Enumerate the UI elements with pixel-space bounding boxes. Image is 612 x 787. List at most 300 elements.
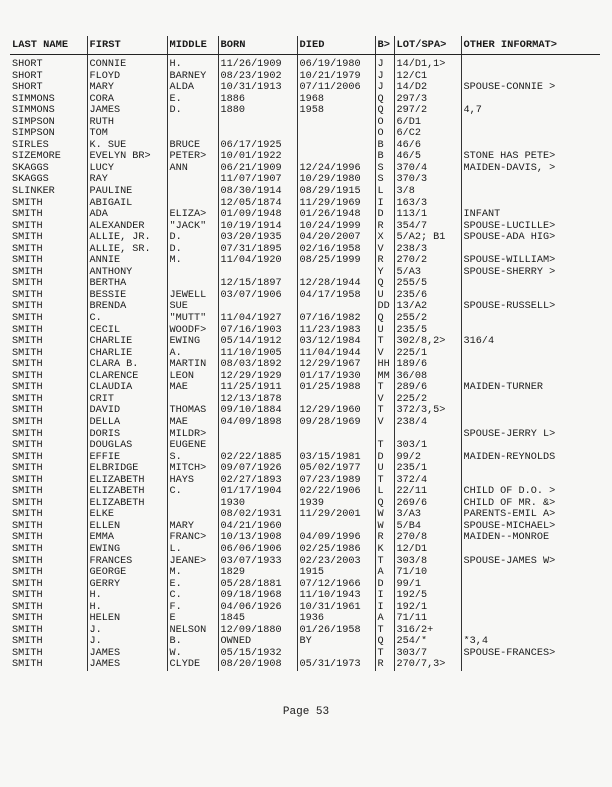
lot-space-cell: 12/C1	[394, 71, 461, 83]
middle-name-cell: MAE	[167, 382, 218, 394]
b-cell: L	[375, 186, 394, 198]
middle-name-cell: "MUTT"	[167, 313, 218, 325]
other-info-cell	[461, 567, 600, 579]
lot-space-cell: 46/5	[394, 151, 461, 163]
last-name-cell: SMITH	[12, 590, 43, 602]
died-cell: 11/10/1943	[297, 590, 375, 602]
born-cell: 06/17/1925	[218, 140, 297, 152]
died-cell: 12/29/1960	[297, 405, 375, 417]
lot-space-cell: 99/1	[394, 579, 461, 591]
b-cell: Q	[375, 636, 394, 648]
page-number: Page 53	[282, 706, 330, 718]
born-cell	[218, 117, 297, 129]
last-name-cell: SMITH	[12, 336, 43, 348]
born-cell: 02/22/1885	[218, 452, 297, 464]
died-cell: 1968	[297, 94, 375, 106]
table-row	[10, 140, 600, 152]
b-cell: Q	[375, 313, 394, 325]
last-name-cell: SIMPSON	[12, 128, 55, 140]
other-info-cell	[461, 94, 600, 106]
born-cell: 09/07/1926	[218, 463, 297, 475]
born-cell	[218, 128, 297, 140]
b-cell: O	[375, 128, 394, 140]
middle-name-cell: HAYS	[167, 475, 218, 487]
lot-space-cell: 12/D1	[394, 544, 461, 556]
last-name-cell: SMITH	[12, 243, 43, 255]
lot-space-cell: 270/7,3>	[394, 659, 461, 671]
table-row	[10, 452, 600, 464]
last-name-cell: SMITH	[12, 578, 43, 590]
first-name-cell: EMMA	[87, 532, 167, 544]
middle-name-cell: H.	[167, 55, 218, 71]
table-row	[10, 82, 600, 94]
burial-records-table	[10, 36, 600, 671]
other-info-cell: *3,4	[461, 636, 600, 648]
born-cell: 1845	[218, 613, 297, 625]
b-cell: T	[375, 382, 394, 394]
middle-name-cell: W.	[167, 648, 218, 660]
table-row	[10, 429, 600, 441]
middle-name-cell	[167, 198, 218, 210]
died-cell: 12/28/1944	[297, 278, 375, 290]
lot-space-cell: 303/7	[394, 648, 461, 660]
died-cell: 12/24/1996	[297, 163, 375, 175]
table-row	[10, 278, 600, 290]
table-row	[10, 198, 600, 210]
table-row	[10, 71, 600, 83]
b-cell: U	[375, 290, 394, 302]
other-info-cell	[461, 174, 600, 186]
last-name-cell: SKAGGS	[12, 174, 49, 186]
died-cell	[297, 429, 375, 441]
died-cell: BY	[297, 636, 375, 648]
last-name-cell: SMITH	[12, 393, 43, 405]
middle-name-cell: MARY	[167, 521, 218, 533]
died-cell: 05/31/1973	[297, 659, 375, 671]
b-cell: T	[375, 336, 394, 348]
died-cell	[297, 151, 375, 163]
middle-name-cell: F.	[167, 602, 218, 614]
died-cell: 12/29/1967	[297, 359, 375, 371]
table-row	[10, 117, 600, 129]
other-info-cell	[461, 325, 600, 337]
born-cell: 05/28/1881	[218, 579, 297, 591]
died-cell: 07/23/1989	[297, 475, 375, 487]
header-b: B>	[375, 36, 394, 55]
other-info-cell	[461, 198, 600, 210]
born-cell: 03/07/1933	[218, 556, 297, 568]
table-row	[10, 567, 600, 579]
table-row	[10, 221, 600, 233]
lot-space-cell: 235/5	[394, 325, 461, 337]
lot-space-cell: 316/2+	[394, 625, 461, 637]
born-cell: 11/04/1920	[218, 255, 297, 267]
last-name-cell: SMITH	[12, 532, 43, 544]
first-name-cell: CHARLIE	[87, 336, 167, 348]
other-info-cell: SPOUSE-RUSSELL>	[461, 301, 600, 313]
lot-space-cell: 255/2	[394, 313, 461, 325]
other-info-cell: CHILD OF D.O. >	[461, 486, 600, 498]
table-row	[10, 174, 600, 186]
first-name-cell: ALLIE, JR.	[87, 232, 167, 244]
born-cell	[218, 301, 297, 313]
table-row	[10, 498, 600, 510]
b-cell: Q	[375, 498, 394, 510]
born-cell: 10/13/1908	[218, 532, 297, 544]
table-row	[10, 579, 600, 591]
middle-name-cell: M.	[167, 255, 218, 267]
lot-space-cell	[394, 429, 461, 441]
b-cell: V	[375, 394, 394, 406]
middle-name-cell	[167, 117, 218, 129]
lot-space-cell: 303/8	[394, 556, 461, 568]
first-name-cell: FLOYD	[87, 71, 167, 83]
table-row	[10, 325, 600, 337]
first-name-cell: H.	[87, 590, 167, 602]
born-cell: 05/15/1932	[218, 648, 297, 660]
last-name-cell: SMITH	[12, 405, 43, 417]
table-row	[10, 313, 600, 325]
born-cell: 12/09/1880	[218, 625, 297, 637]
born-cell: 08/03/1892	[218, 359, 297, 371]
died-cell: 11/04/1944	[297, 348, 375, 360]
b-cell: MM	[375, 371, 394, 383]
last-name-cell: SMITH	[12, 324, 43, 336]
table-row	[10, 613, 600, 625]
header-died: DIED	[297, 36, 375, 55]
died-cell: 10/24/1999	[297, 221, 375, 233]
born-cell: 11/25/1911	[218, 382, 297, 394]
died-cell: 04/17/1958	[297, 290, 375, 302]
born-cell: 10/19/1914	[218, 221, 297, 233]
born-cell: 11/04/1927	[218, 313, 297, 325]
middle-name-cell: D.	[167, 232, 218, 244]
table-row	[10, 463, 600, 475]
born-cell: 04/09/1898	[218, 417, 297, 429]
lot-space-cell: 6/C2	[394, 128, 461, 140]
lot-space-cell: 370/4	[394, 163, 461, 175]
born-cell: 09/18/1968	[218, 590, 297, 602]
header-first: FIRST	[87, 36, 167, 55]
middle-name-cell: JEWELL	[167, 290, 218, 302]
middle-name-cell: ANN	[167, 163, 218, 175]
lot-space-cell: 22/11	[394, 486, 461, 498]
other-info-cell	[461, 128, 600, 140]
last-name-cell: SMITH	[12, 659, 43, 671]
b-cell: O	[375, 117, 394, 129]
last-name-cell: SMITH	[12, 416, 43, 428]
header-last-name: LAST NAME	[10, 36, 87, 55]
middle-name-cell: BARNEY	[167, 71, 218, 83]
lot-space-cell: 289/6	[394, 382, 461, 394]
table-row	[10, 648, 600, 660]
last-name-cell: SMITH	[12, 463, 43, 475]
born-cell: 11/10/1905	[218, 348, 297, 360]
first-name-cell: ELIZABETH	[87, 498, 167, 510]
first-name-cell: GEORGE	[87, 567, 167, 579]
b-cell: D	[375, 452, 394, 464]
first-name-cell: DOUGLAS	[87, 440, 167, 452]
died-cell	[297, 117, 375, 129]
died-cell: 11/23/1983	[297, 325, 375, 337]
middle-name-cell: NELSON	[167, 625, 218, 637]
first-name-cell: DAVID	[87, 405, 167, 417]
born-cell: 12/05/1874	[218, 198, 297, 210]
last-name-cell: SMITH	[12, 497, 43, 509]
table-row	[10, 348, 600, 360]
table-row	[10, 94, 600, 106]
died-cell: 01/26/1958	[297, 625, 375, 637]
b-cell: V	[375, 417, 394, 429]
middle-name-cell: MAE	[167, 417, 218, 429]
lot-space-cell: 71/10	[394, 567, 461, 579]
died-cell: 08/25/1999	[297, 255, 375, 267]
b-cell: HH	[375, 359, 394, 371]
died-cell: 07/11/2006	[297, 82, 375, 94]
died-cell: 02/23/2003	[297, 556, 375, 568]
first-name-cell: CLARENCE	[87, 371, 167, 383]
died-cell: 01/25/1988	[297, 382, 375, 394]
born-cell	[218, 429, 297, 441]
died-cell	[297, 521, 375, 533]
born-cell: 01/17/1904	[218, 486, 297, 498]
other-info-cell: SPOUSE-WILLIAM>	[461, 255, 600, 267]
middle-name-cell: A.	[167, 348, 218, 360]
lot-space-cell: 372/4	[394, 475, 461, 487]
b-cell: X	[375, 232, 394, 244]
b-cell: Y	[375, 267, 394, 279]
middle-name-cell: ALDA	[167, 82, 218, 94]
middle-name-cell: FRANC>	[167, 532, 218, 544]
born-cell: 1829	[218, 567, 297, 579]
b-cell: B	[375, 151, 394, 163]
middle-name-cell: CLYDE	[167, 659, 218, 671]
b-cell: T	[375, 440, 394, 452]
died-cell	[297, 440, 375, 452]
table-row	[10, 151, 600, 163]
first-name-cell: ELBRIDGE	[87, 463, 167, 475]
last-name-cell: SHORT	[12, 59, 43, 70]
born-cell	[218, 267, 297, 279]
other-info-cell: PARENTS-EMIL A>	[461, 509, 600, 521]
last-name-cell: SMITH	[12, 613, 43, 625]
lot-space-cell: 269/6	[394, 498, 461, 510]
lot-space-cell: 225/1	[394, 348, 461, 360]
b-cell: J	[375, 71, 394, 83]
b-cell: J	[375, 82, 394, 94]
died-cell: 11/29/2001	[297, 509, 375, 521]
table-row	[10, 532, 600, 544]
b-cell: R	[375, 659, 394, 671]
table-row	[10, 556, 600, 568]
middle-name-cell: WOODF>	[167, 325, 218, 337]
lot-space-cell: 36/08	[394, 371, 461, 383]
b-cell: W	[375, 509, 394, 521]
lot-space-cell: 235/1	[394, 463, 461, 475]
first-name-cell: RAY	[87, 174, 167, 186]
lot-space-cell: 270/2	[394, 255, 461, 267]
b-cell: K	[375, 544, 394, 556]
b-cell: V	[375, 244, 394, 256]
died-cell: 04/09/1996	[297, 532, 375, 544]
other-info-cell	[461, 290, 600, 302]
last-name-cell: SMITH	[12, 232, 43, 244]
born-cell: 07/31/1895	[218, 244, 297, 256]
born-cell: 12/13/1878	[218, 394, 297, 406]
first-name-cell: ELLEN	[87, 521, 167, 533]
middle-name-cell: E	[167, 613, 218, 625]
last-name-cell: SMITH	[12, 289, 43, 301]
last-name-cell: SKAGGS	[12, 162, 49, 174]
other-info-cell	[461, 579, 600, 591]
other-info-cell: SPOUSE-MICHAEL>	[461, 521, 600, 533]
table-row	[10, 417, 600, 429]
other-info-cell	[461, 244, 600, 256]
last-name-cell: SIMMONS	[12, 93, 55, 105]
first-name-cell: RUTH	[87, 117, 167, 129]
middle-name-cell: MARTIN	[167, 359, 218, 371]
table-row	[10, 382, 600, 394]
lot-space-cell: 303/1	[394, 440, 461, 452]
header-other-info: OTHER INFORMAT>	[461, 36, 600, 55]
table-row	[10, 405, 600, 417]
last-name-cell: SHORT	[12, 82, 43, 94]
born-cell: 12/29/1929	[218, 371, 297, 383]
table-row	[10, 301, 600, 313]
other-info-cell: MAIDEN-DAVIS, >	[461, 163, 600, 175]
middle-name-cell: PETER>	[167, 151, 218, 163]
born-cell: 08/23/1902	[218, 71, 297, 83]
born-cell: 10/31/1913	[218, 82, 297, 94]
b-cell: T	[375, 405, 394, 417]
other-info-cell	[461, 405, 600, 417]
b-cell: R	[375, 532, 394, 544]
b-cell: J	[375, 55, 394, 71]
last-name-cell: SMITH	[12, 451, 43, 463]
first-name-cell: C.	[87, 313, 167, 325]
b-cell: I	[375, 590, 394, 602]
died-cell: 03/12/1984	[297, 336, 375, 348]
middle-name-cell: D.	[167, 244, 218, 256]
first-name-cell: FRANCES	[87, 556, 167, 568]
first-name-cell: CLAUDIA	[87, 382, 167, 394]
last-name-cell: SIMPSON	[12, 116, 55, 128]
middle-name-cell	[167, 128, 218, 140]
b-cell: DD	[375, 301, 394, 313]
lot-space-cell: 354/7	[394, 221, 461, 233]
b-cell: B	[375, 140, 394, 152]
born-cell	[218, 440, 297, 452]
other-info-cell: MAIDEN-REYNOLDS	[461, 452, 600, 464]
middle-name-cell: BRUCE	[167, 140, 218, 152]
middle-name-cell	[167, 186, 218, 198]
last-name-cell: SMITH	[12, 347, 43, 359]
other-info-cell: SPOUSE-JAMES W>	[461, 556, 600, 568]
died-cell	[297, 394, 375, 406]
last-name-cell: SMITH	[12, 486, 43, 498]
died-cell	[297, 140, 375, 152]
b-cell: U	[375, 325, 394, 337]
first-name-cell: EVELYN BR>	[87, 151, 167, 163]
middle-name-cell: C.	[167, 486, 218, 498]
b-cell: V	[375, 348, 394, 360]
died-cell: 07/12/1966	[297, 579, 375, 591]
born-cell: 04/06/1926	[218, 602, 297, 614]
first-name-cell: CHARLIE	[87, 348, 167, 360]
table-row	[10, 394, 600, 406]
table-row	[10, 209, 600, 221]
born-cell: 03/20/1935	[218, 232, 297, 244]
lot-space-cell: 14/D2	[394, 82, 461, 94]
b-cell: A	[375, 567, 394, 579]
other-info-cell: SPOUSE-FRANCES>	[461, 648, 600, 660]
died-cell: 01/17/1930	[297, 371, 375, 383]
died-cell: 01/26/1948	[297, 209, 375, 221]
died-cell: 09/28/1969	[297, 417, 375, 429]
table-row	[10, 255, 600, 267]
other-info-cell	[461, 278, 600, 290]
records-page	[10, 36, 602, 671]
first-name-cell: PAULINE	[87, 186, 167, 198]
lot-space-cell: 3/A3	[394, 509, 461, 521]
last-name-cell: SMITH	[12, 209, 43, 221]
b-cell: U	[375, 463, 394, 475]
middle-name-cell: M.	[167, 567, 218, 579]
table-row	[10, 128, 600, 140]
other-info-cell: SPOUSE-LUCILLE>	[461, 221, 600, 233]
first-name-cell: EFFIE	[87, 452, 167, 464]
header-lot-space: LOT/SPA>	[394, 36, 461, 55]
first-name-cell: JAMES	[87, 648, 167, 660]
first-name-cell: ELKE	[87, 509, 167, 521]
died-cell: 1915	[297, 567, 375, 579]
middle-name-cell	[167, 498, 218, 510]
lot-space-cell: 192/5	[394, 590, 461, 602]
b-cell: D	[375, 579, 394, 591]
other-info-cell: MAIDEN-TURNER	[461, 382, 600, 394]
died-cell: 02/22/1906	[297, 486, 375, 498]
table-row	[10, 486, 600, 498]
b-cell: R	[375, 255, 394, 267]
last-name-cell: SMITH	[12, 278, 43, 290]
middle-name-cell: C.	[167, 590, 218, 602]
lot-space-cell: 235/6	[394, 290, 461, 302]
died-cell: 10/21/1979	[297, 71, 375, 83]
b-cell: T	[375, 648, 394, 660]
lot-space-cell: 370/3	[394, 174, 461, 186]
table-row	[10, 55, 600, 71]
table-row	[10, 267, 600, 279]
born-cell: 07/16/1903	[218, 325, 297, 337]
b-cell: D	[375, 209, 394, 221]
first-name-cell: BERTHA	[87, 278, 167, 290]
born-cell: 08/02/1931	[218, 509, 297, 521]
table-row	[10, 602, 600, 614]
other-info-cell	[461, 544, 600, 556]
table-row	[10, 290, 600, 302]
lot-space-cell: 192/1	[394, 602, 461, 614]
other-info-cell	[461, 140, 600, 152]
table-row	[10, 105, 600, 117]
last-name-cell: SMITH	[12, 197, 43, 209]
table-row	[10, 636, 600, 648]
other-info-cell: INFANT	[461, 209, 600, 221]
last-name-cell: SMITH	[12, 266, 43, 278]
lot-space-cell: 225/2	[394, 394, 461, 406]
last-name-cell: SMITH	[12, 428, 43, 440]
other-info-cell	[461, 371, 600, 383]
b-cell: Q	[375, 105, 394, 117]
